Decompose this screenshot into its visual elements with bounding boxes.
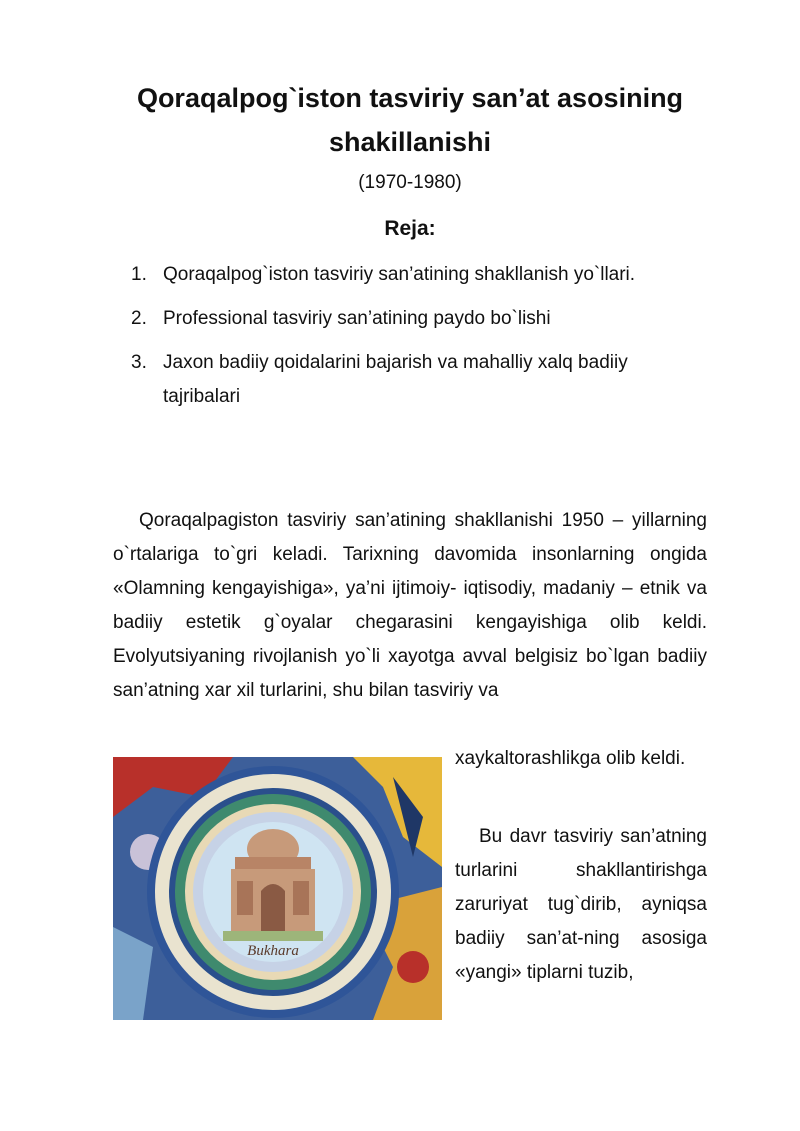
plan-item-text: Professional tasviriy san’atining paydo bo`lishi	[163, 308, 551, 329]
plan-item-number: 1.	[131, 264, 147, 285]
plan-item	[131, 302, 671, 336]
plan-item-number: 3.	[131, 352, 147, 373]
plan-item	[131, 258, 671, 292]
body-paragraph-second: Bu davr tasviriy san’atning turlarini shakllantirishga zaruriyat tug`dirib, ayniqsa badiiy san’at-ning asosiga «yangi» tiplarni tuzib,	[455, 826, 707, 983]
body-paragraph-main: Qoraqalpagiston tasviriy san’atining shakllanishi 1950 – yillarning o`rtalariga to`gri keladi. Tarixning davomida insonlarning ongida «Olamning kengayishiga», ya’ni ijtimoiy- iqtisodiy, madaniy – etnik va badiiy estetik g`oyalar chegarasini kengayishiga olib keldi. Evolyutsiyaning rivojlanish yo`li xayotga avval belgisiz bo`lgan badiiy san’atning xar xil turlarini, shu bilan tasviriy va	[113, 510, 707, 701]
plan-list	[131, 258, 671, 424]
plan-item-text: Qoraqalpog`iston tasviriy san’atining shakllanish yo`llari.	[163, 264, 636, 285]
plan-item-text: Jaxon badiiy qoidalarini bajarish va mahalliy xalq badiiy tajribalari	[163, 352, 628, 407]
date-range: (1970-1980)	[358, 172, 462, 193]
page-title: Qoraqalpog`iston tasviriy san’at asosining shakillanishi	[136, 83, 684, 157]
plate-caption: Bukhara	[247, 943, 299, 959]
plan-heading: Reja:	[384, 217, 436, 240]
plan-item-number: 2.	[131, 308, 147, 329]
body-paragraph-main-continued: xaykaltorashlikga olib keldi.	[455, 748, 686, 769]
plan-item	[131, 346, 671, 414]
bukhara-plate-photo	[113, 757, 442, 1020]
